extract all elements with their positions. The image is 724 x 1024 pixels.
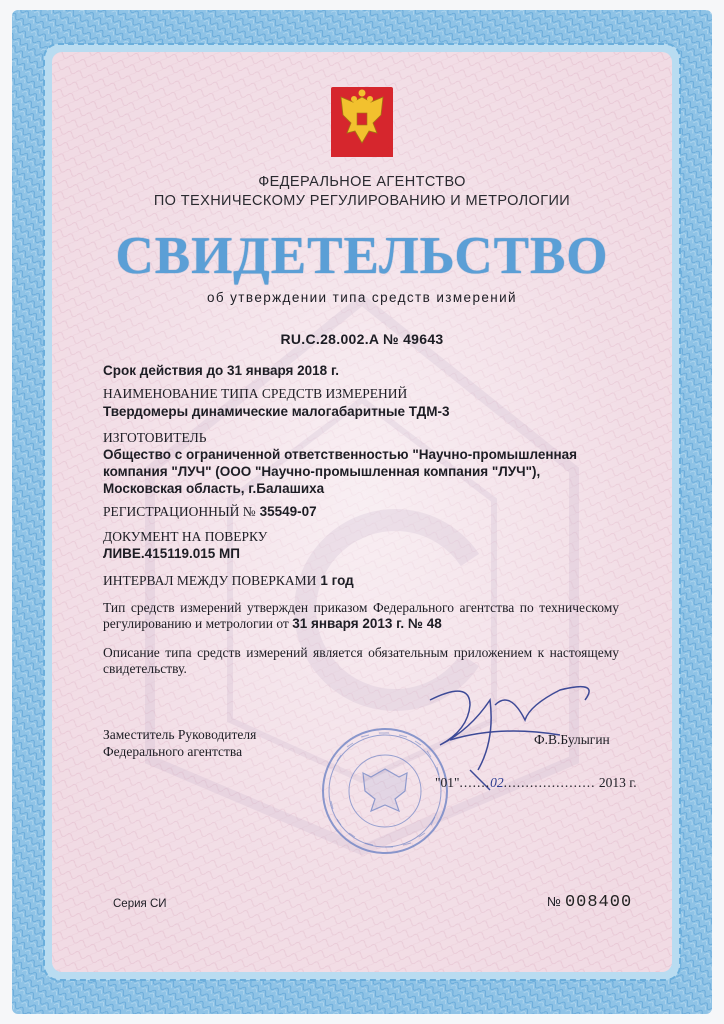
serial-number: 008400 — [564, 893, 633, 912]
registration-number: 35549-07 — [259, 504, 317, 519]
approval-text: Тип средств измерений утвержден приказом Федерального агентства по техническому регулированию и метрологии от — [103, 600, 619, 631]
instrument-type-value: Твердомеры динамические малогабаритные ТДМ-3 — [103, 404, 450, 419]
signatory-position-1: Заместитель Руководителя — [103, 727, 257, 742]
verification-doc-label: ДОКУМЕНТ НА ПОВЕРКУ — [103, 529, 268, 544]
interval-label: ИНТЕРВАЛ МЕЖДУ ПОВЕРКАМИ — [103, 573, 317, 588]
issue-day: "01" — [435, 775, 460, 790]
certificate-subtitle: об утверждении типа средств измерений — [206, 290, 518, 305]
registration-row — [103, 503, 317, 521]
issue-year: 2013 г. — [598, 775, 637, 790]
serial-number-sign: № — [547, 894, 561, 909]
validity-period: Срок действия до 31 января 2018 г. — [103, 363, 339, 378]
coat-of-arms-icon — [331, 87, 393, 157]
manufacturer-label: ИЗГОТОВИТЕЛЬ — [103, 430, 207, 445]
certificate-number: RU.C.28.002.A № 49643 — [280, 331, 444, 347]
certificate-title: СВИДЕТЕЛЬСТВО — [115, 227, 609, 285]
issue-month: 02 — [490, 775, 504, 790]
manufacturer-line-2: компания "ЛУЧ" (ООО "Научно-промышленная компания "ЛУЧ"), — [103, 464, 541, 479]
serial-number-row — [547, 893, 632, 912]
manufacturer-line-3: Московская область, г.Балашиха — [103, 481, 325, 496]
approval-paragraph — [103, 600, 619, 632]
instrument-type-label: НАИМЕНОВАНИЕ ТИПА СРЕДСТВ ИЗМЕРЕНИЙ — [103, 386, 408, 401]
interval-row — [103, 572, 354, 590]
verification-doc-value: ЛИВЕ.415119.015 МП — [103, 546, 240, 561]
manufacturer-line-1: Общество с ограниченной ответственностью "Научно-промышленная — [103, 447, 578, 462]
approval-date-order: 31 января 2013 г. № 48 — [292, 616, 442, 631]
signatory-name: Ф.В.Булыгин — [534, 732, 610, 747]
description-note: Описание типа средств измерений является обязательным приложением к настоящему свидетельству. — [103, 645, 619, 676]
signatory-position-2: Федерального агентства — [103, 744, 243, 759]
issue-date: "01".......02..................... 2013 г. — [435, 775, 637, 790]
agency-line-2: ПО ТЕХНИЧЕСКОМУ РЕГУЛИРОВАНИЮ И МЕТРОЛОГИИ — [153, 193, 571, 209]
interval-value: 1 год — [320, 573, 354, 588]
series-label: Серия СИ — [113, 898, 167, 910]
registration-label: РЕГИСТРАЦИОННЫЙ № — [103, 504, 256, 519]
agency-line-1: ФЕДЕРАЛЬНОЕ АГЕНТСТВО — [258, 174, 466, 190]
